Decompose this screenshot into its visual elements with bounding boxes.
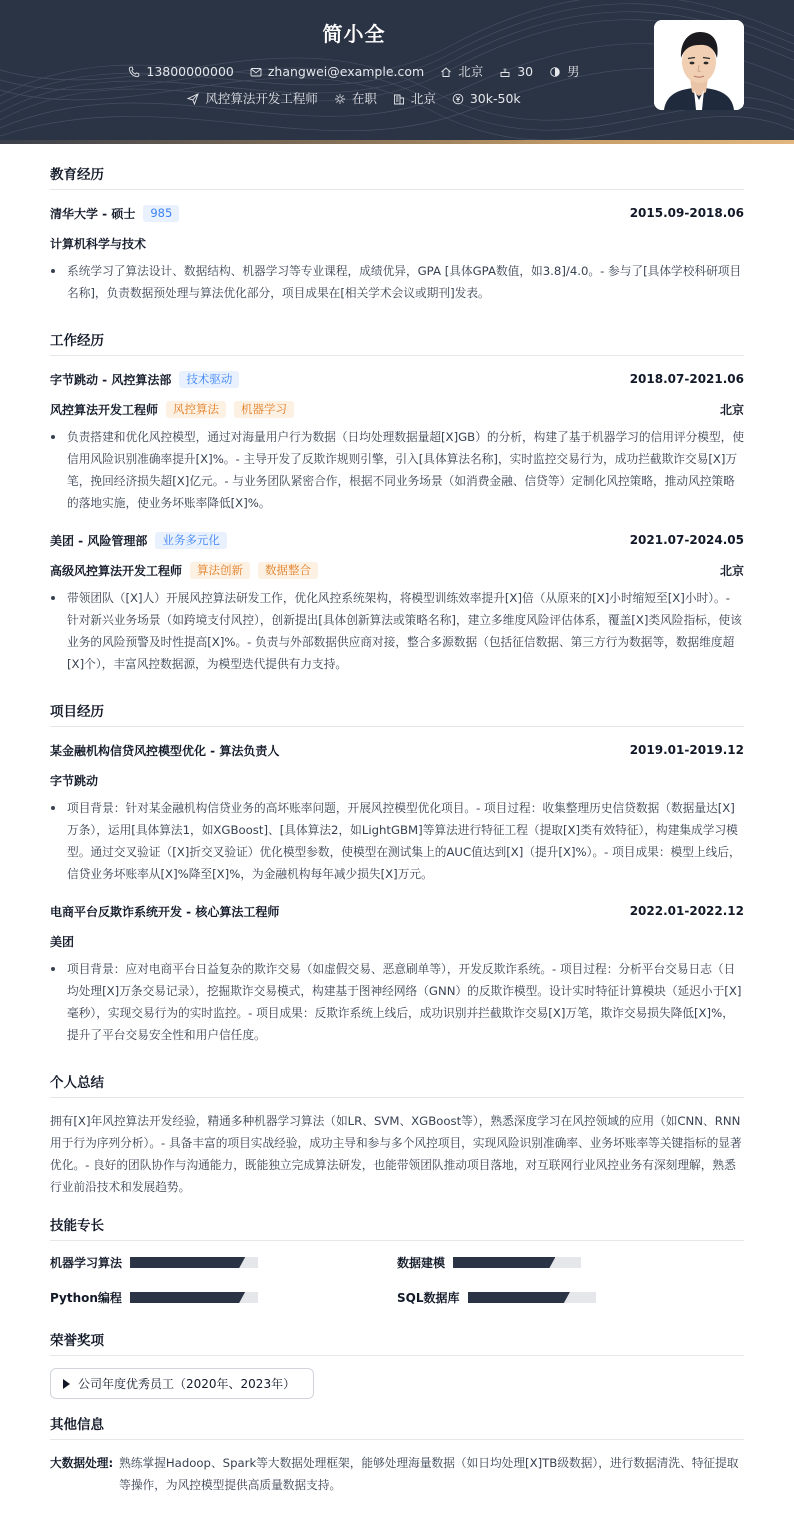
education-section	[50, 163, 744, 304]
summary-text: 拥有[X]年风控算法开发经验，精通多种机器学习算法（如LR、SVM、XGBoost等），熟悉深度学习在风控领域的应用（如CNN、RNN用于行为序列分析）。- 具备丰富的项目实战经验，成功主导和参与多个风控项目，实现风险识别准确率、业务坏账率等关键指标的显著优化。- 良好的团队协作与沟通能力，既能独立完成算法研发，也能带领团队推动项目落地，对互联网行业风控业务有深刻理解，熟悉行业前沿技术和发展趋势。	[50, 1114, 742, 1194]
summary-title: 个人总结	[50, 1071, 744, 1098]
work-description: 带领团队（[X]人）开展风控算法研发工作，优化风控系统架构，将模型训练效率提升[X]倍（从原来的[X]小时缩短至[X]小时）。- 针对新兴业务场景（如跨境支付风控），创新提出[具体创新算法或策略名称]，建立多维度风险评估体系，覆盖[X]类风险指标，使该业务的风险预警及时性提高[X]%。- 负责与外部数据供应商对接，整合多源数据（包括征信数据、第三方行为数据等，数据维度超[X]个），丰富风控数据源，为模型迭代提供有力支持。	[50, 587, 744, 675]
email-info	[250, 64, 424, 79]
project-header-row	[50, 900, 744, 922]
job-intent-row	[0, 89, 708, 107]
education-date: 2015.09-2018.06	[629, 206, 744, 220]
target-position-info	[187, 89, 318, 107]
project-org-row	[50, 769, 744, 791]
project-description: 项目背景：应对电商平台日益复杂的欺诈交易（如虚假交易、恶意刷单等），开发反欺诈系统。- 项目过程：分析平台交易日志（日均处理[X]万条交易记录），挖掘欺诈交易模式，构建基于图神经网络（GNN）的反欺诈模型。设计实时特征计算模块（延迟小于[X]毫秒），实现交易行为的实时监控。- 项目成果：反欺诈系统上线后，成功识别并拦截欺诈交易[X]万笔，欺诈交易损失降低[X]%，提升了平台交易安全性和用户信任度。	[50, 958, 744, 1046]
work-company: 字节跳动 - 风控算法部	[50, 372, 172, 387]
target-city-text: 北京	[410, 91, 436, 106]
gender-text: 男	[567, 64, 580, 79]
project-date: 2019.01-2019.12	[629, 743, 744, 757]
phone-info	[128, 64, 233, 79]
project-title: 某金融机构信贷风控模型优化 - 算法负责人	[50, 743, 280, 758]
age-info	[499, 64, 533, 79]
project-date: 2022.01-2022.12	[629, 904, 744, 918]
work-description: 负责搭建和优化风控模型，通过对海量用户行为数据（日均处理数据量超[X]GB）的分析，构建了基于机器学习的信用评分模型，使信用风险识别准确率提升[X]%。- 主导开发了反欺诈规则引擎，引入[具体算法名称]，实时监控交易行为，成功拦截欺诈交易[X]万笔，挽回经济损失超[X]亿元。- 与业务团队紧密合作，根据不同业务场景（如消费金融、信贷等）定制化风控策略，推动风控策略的落地实施，使业务坏账率降低[X]%。	[50, 426, 744, 514]
skills-section	[50, 1214, 744, 1315]
skill-name: Python编程	[50, 1291, 122, 1305]
target-position-text: 风控算法开发工程师	[205, 91, 318, 106]
work-role: 高级风控算法开发工程师	[50, 563, 183, 578]
work-role-tag: 数据整合	[258, 562, 318, 579]
work-item	[50, 368, 744, 514]
age-text: 30	[517, 64, 534, 79]
education-title: 教育经历	[50, 163, 744, 190]
building-icon	[393, 93, 405, 105]
project-header-row	[50, 739, 744, 761]
skill-bar-fill	[453, 1257, 555, 1268]
work-company-tag: 业务多元化	[155, 532, 227, 549]
work-company-row	[50, 529, 744, 551]
location-info	[440, 62, 483, 80]
school-degree: 清华大学 - 硕士	[50, 206, 136, 221]
other-item-label: 大数据处理:	[50, 1456, 114, 1470]
skill-bar	[468, 1292, 596, 1303]
skill-item	[397, 1280, 744, 1315]
send-icon	[187, 93, 199, 105]
skill-bar-fill	[130, 1257, 245, 1268]
summary-section	[50, 1071, 744, 1198]
skill-item	[50, 1245, 397, 1280]
header-accent-bar	[0, 140, 794, 144]
work-company-tag: 技术驱动	[179, 371, 239, 388]
project-org-row	[50, 930, 744, 952]
work-company: 美团 - 风险管理部	[50, 533, 148, 548]
skill-bar-fill	[130, 1292, 245, 1303]
profile-photo	[654, 20, 744, 110]
awards-title: 荣誉奖项	[50, 1329, 744, 1356]
skill-bar-fill	[468, 1292, 570, 1303]
skill-name: SQL数据库	[397, 1291, 460, 1305]
job-status-text: 在职	[351, 91, 377, 106]
salary-info	[452, 91, 521, 106]
other-item	[50, 1452, 744, 1496]
phone-text: 13800000000	[146, 64, 234, 79]
job-status-info	[334, 89, 377, 107]
skill-bar	[130, 1257, 258, 1268]
expand-arrow-icon	[63, 1379, 70, 1389]
phone-icon	[128, 66, 140, 78]
email-text: zhangwei@example.com	[267, 64, 425, 79]
target-city-info	[393, 89, 436, 107]
project-description: 项目背景：针对某金融机构信贷业务的高坏账率问题，开展风控模型优化项目。- 项目过程：收集整理历史信贷数据（数据量达[X]万条），运用[具体算法1，如XGBoost]、[具体算法2，如LightGBM]等算法进行特征工程（提取[X]类有效特征），构建集成学习模型。通过交叉验证（[X]折交叉验证）优化模型参数，使模型在测试集上的AUC值达到[X]（提升[X]%）。- 项目成果：模型上线后，信贷业务坏账率从[X]%降至[X]%，为金融机构每年减少损失[X]万元。	[50, 797, 744, 885]
work-role-tag: 风控算法	[166, 401, 226, 418]
work-role-row	[50, 559, 744, 581]
other-title: 其他信息	[50, 1413, 744, 1440]
education-major-row	[50, 232, 744, 254]
education-item-header	[50, 202, 744, 224]
other-section	[50, 1413, 744, 1496]
contact-row	[0, 62, 708, 80]
skill-bar	[130, 1292, 258, 1303]
skills-title: 技能专长	[50, 1214, 744, 1241]
skill-item	[50, 1280, 397, 1315]
gender-icon	[549, 66, 561, 78]
location-text: 北京	[458, 64, 484, 79]
mail-icon	[250, 66, 262, 78]
work-date: 2021.07-2024.05	[629, 533, 744, 547]
other-item-text: 熟练掌握Hadoop、Spark等大数据处理框架，能够处理海量数据（如日均处理[X]TB级数据），进行数据清洗、特征提取等操作，为风控模型提供高质量数据支持。	[119, 1456, 739, 1492]
award-item[interactable]	[50, 1368, 314, 1399]
work-city: 北京	[719, 402, 744, 417]
home-icon	[440, 66, 452, 78]
award-text: 公司年度优秀员工（2020年、2023年）	[78, 1377, 296, 1391]
project-org: 美团	[50, 934, 75, 949]
salary-icon	[452, 93, 464, 105]
skill-item	[397, 1245, 744, 1280]
skill-bar	[453, 1257, 581, 1268]
skill-name: 数据建模	[397, 1256, 446, 1270]
work-city: 北京	[719, 563, 744, 578]
work-role-tag: 算法创新	[190, 562, 250, 579]
projects-title: 项目经历	[50, 700, 744, 727]
salary-text: 30k-50k	[469, 91, 521, 106]
work-role-tag: 机器学习	[234, 401, 294, 418]
education-description: 系统学习了算法设计、数据结构、机器学习等专业课程，成绩优异，GPA [具体GPA数值，如3.8]/4.0。- 参与了[具体学校科研项目名称]，负责数据预处理与算法优化部分，项目成果在[相关学术会议或期刊]发表。	[50, 260, 744, 304]
projects-section	[50, 700, 744, 1046]
project-item	[50, 900, 744, 1046]
work-role: 风控算法开发工程师	[50, 402, 159, 417]
skill-name: 机器学习算法	[50, 1256, 123, 1270]
work-date: 2018.07-2021.06	[629, 372, 744, 386]
skills-grid	[50, 1245, 744, 1315]
project-item	[50, 739, 744, 885]
project-title: 电商平台反欺诈系统开发 - 核心算法工程师	[50, 904, 280, 919]
age-icon	[499, 66, 511, 78]
candidate-name: 简小全	[322, 22, 386, 46]
work-role-row	[50, 398, 744, 420]
major: 计算机科学与技术	[50, 236, 147, 251]
avatar	[654, 20, 744, 110]
status-icon	[334, 93, 346, 105]
work-section	[50, 329, 744, 675]
gender-info	[549, 62, 580, 80]
work-item	[50, 529, 744, 675]
project-org: 字节跳动	[50, 773, 99, 788]
resume-header	[0, 0, 794, 140]
awards-section	[50, 1329, 744, 1399]
resume-body	[50, 150, 744, 1496]
work-title: 工作经历	[50, 329, 744, 356]
school-tag: 985	[143, 205, 179, 222]
work-company-row	[50, 368, 744, 390]
